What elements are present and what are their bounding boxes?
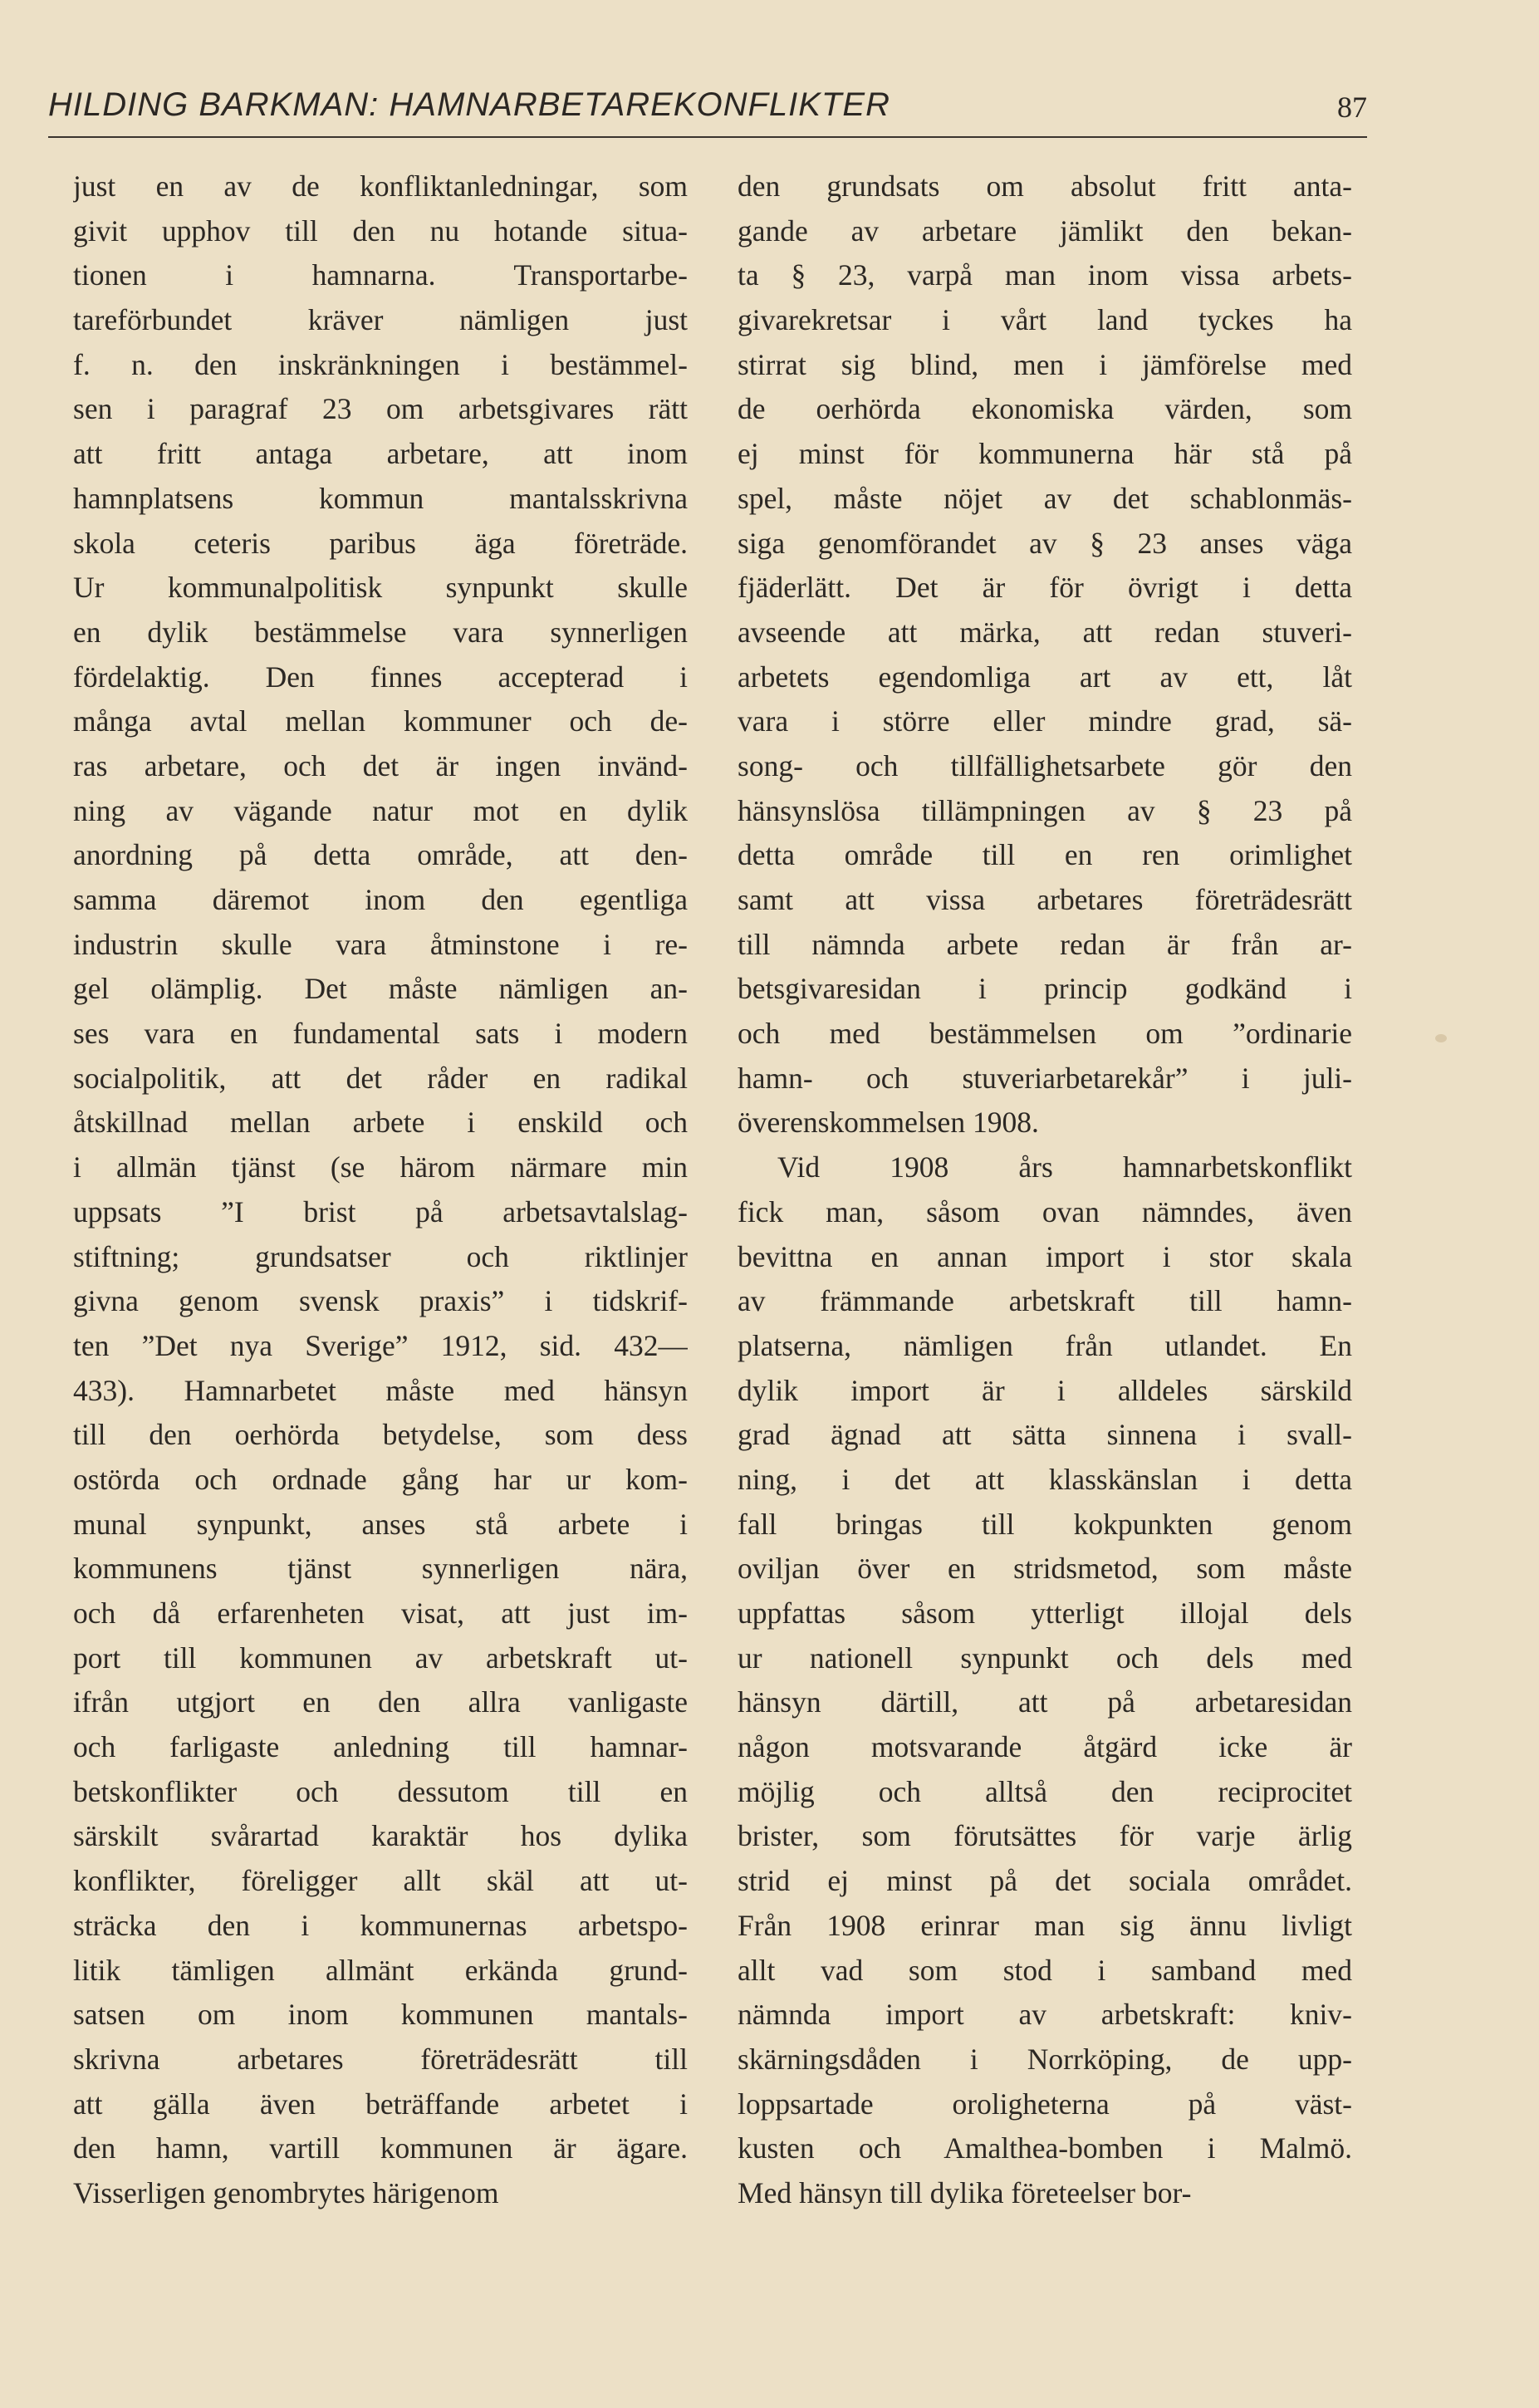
text-line: port till kommunen av arbetskraft ut- xyxy=(73,1640,688,1675)
text-line: betsgivaresidan i princip godkänd i xyxy=(738,972,1352,1006)
text-line: till den oerhörda betydelse, som dess xyxy=(73,1418,688,1452)
text-line: brister, som förutsättes för varje ärlig xyxy=(738,1819,1352,1853)
text-line: 433). Hamnarbetet måste med hänsyn xyxy=(73,1373,688,1407)
text-line: f. n. den inskränkningen i bestämmel- xyxy=(73,347,688,381)
text-line: kusten och Amalthea-bomben i Malmö. xyxy=(738,2131,1352,2165)
text-line: loppsartade oroligheterna på väst- xyxy=(738,2087,1352,2121)
text-line: spel, måste nöjet av det schablonmäs- xyxy=(738,481,1352,515)
text-line: hänsyn därtill, att på arbetaresidan xyxy=(738,1685,1352,1719)
text-line: åtskillnad mellan arbete i enskild och xyxy=(73,1106,688,1140)
page-header xyxy=(48,83,1367,138)
text-line: ses vara en fundamental sats i modern xyxy=(73,1017,688,1051)
text-line: till nämnda arbete redan är från ar- xyxy=(738,927,1352,961)
text-line: gel olämplig. Det måste nämligen an- xyxy=(73,972,688,1006)
text-line: sträcka den i kommunernas arbetspo- xyxy=(73,1908,688,1942)
text-line: nämnda import av arbetskraft: kniv- xyxy=(738,1998,1352,2032)
text-line: hänsynslösa tillämpningen av § 23 på xyxy=(738,793,1352,827)
text-line: arbetets egendomliga art av ett, låt xyxy=(738,660,1352,694)
text-line: ostörda och ordnade gång har ur kom- xyxy=(73,1462,688,1496)
text-line: ning, i det att klasskänslan i detta xyxy=(738,1462,1352,1496)
text-line: oviljan över en stridsmetod, som måste xyxy=(738,1552,1352,1586)
text-line: Med hänsyn till dylika företeelser bor- xyxy=(738,2175,1192,2209)
text-line: satsen om inom kommunen mantals- xyxy=(73,1998,688,2032)
text-line: dylik import är i alldeles särskild xyxy=(738,1373,1352,1407)
text-line: Från 1908 erinrar man sig ännu livligt xyxy=(738,1908,1352,1942)
text-line: de oerhörda ekonomiska värden, som xyxy=(738,392,1352,426)
text-line: grad ägnad att sätta sinnena i svall- xyxy=(738,1418,1352,1452)
text-line: skrivna arbetares företrädesrätt till xyxy=(73,2042,688,2076)
text-line: ras arbetare, och det är ingen invänd- xyxy=(73,748,688,782)
text-line: givit upphov till den nu hotande situa- xyxy=(73,213,688,248)
text-line: att gälla även beträffande arbetet i xyxy=(73,2087,688,2121)
text-line: kommunens tjänst synnerligen nära, xyxy=(73,1552,688,1586)
text-line: betskonflikter och dessutom till en xyxy=(73,1774,688,1808)
text-line: samma däremot inom den egentliga xyxy=(73,883,688,916)
text-line: socialpolitik, att det råder en radikal xyxy=(73,1061,688,1095)
text-line: och farligaste anledning till hamnar- xyxy=(73,1730,688,1764)
text-line: särskilt svårartad karaktär hos dylika xyxy=(73,1819,688,1853)
text-line: strid ej minst på det sociala området. xyxy=(738,1864,1352,1898)
text-line: hamn- och stuveriarbetarekår” i juli- xyxy=(738,1061,1352,1095)
text-line: ten ”Det nya Sverige” 1912, sid. 432— xyxy=(73,1328,688,1362)
text-line: industrin skulle vara åtminstone i re- xyxy=(73,927,688,961)
text-line: siga genomförandet av § 23 anses väga xyxy=(738,526,1352,560)
text-line: av främmande arbetskraft till hamn- xyxy=(738,1284,1352,1318)
text-line: konflikter, föreligger allt skäl att ut- xyxy=(73,1864,688,1898)
text-line: och då erfarenheten visat, att just im- xyxy=(73,1596,688,1630)
text-line: just en av de konfliktanledningar, som xyxy=(73,169,688,203)
text-line: ej minst för kommunerna här stå på xyxy=(738,437,1352,471)
page-number: 87 xyxy=(1337,91,1367,124)
text-line: i allmän tjänst (se härom närmare min xyxy=(73,1150,688,1184)
text-line: givna genom svensk praxis” i tidskrif- xyxy=(73,1284,688,1318)
text-line: detta område till en ren orimlighet xyxy=(738,838,1352,872)
text-line: avseende att märka, att redan stuveri- xyxy=(738,615,1352,649)
text-line: vara i större eller mindre grad, sä- xyxy=(738,704,1352,738)
text-line: skola ceteris paribus äga företräde. xyxy=(73,526,688,560)
text-line: samt att vissa arbetares företrädesrätt xyxy=(738,883,1352,916)
text-line: ning av vägande natur mot en dylik xyxy=(73,793,688,827)
text-line: en dylik bestämmelse vara synnerligen xyxy=(73,615,688,649)
text-line: den hamn, vartill kommunen är ägare. xyxy=(73,2131,688,2165)
text-line: fick man, såsom ovan nämndes, även xyxy=(738,1194,1352,1229)
text-line: allt vad som stod i samband med xyxy=(738,1953,1352,1987)
text-line: den grundsats om absolut fritt anta- xyxy=(738,169,1352,203)
text-line: många avtal mellan kommuner och de- xyxy=(73,704,688,738)
text-line: uppsats ”I brist på arbetsavtalslag- xyxy=(73,1194,688,1229)
text-line: överenskommelsen 1908. xyxy=(738,1106,1039,1140)
text-line: stiftning; grundsatser och riktlinjer xyxy=(73,1239,688,1273)
text-line: song- och tillfällighetsarbete gör den xyxy=(738,748,1352,782)
text-line: fördelaktig. Den finnes accepterad i xyxy=(73,660,688,694)
text-line: Vid 1908 års hamnarbetskonflikt xyxy=(777,1150,1352,1184)
left-column xyxy=(73,164,688,2216)
running-title: HILDING BARKMAN: HAMNARBETAREKONFLIKTER xyxy=(48,86,890,123)
text-line: ta § 23, varpå man inom vissa arbets- xyxy=(738,258,1352,292)
text-line: tionen i hamnarna. Transportarbe- xyxy=(73,258,688,292)
text-line: uppfattas såsom ytterligt illojal dels xyxy=(738,1596,1352,1630)
text-line: gande av arbetare jämlikt den bekan- xyxy=(738,213,1352,248)
paper-smudge xyxy=(1435,1034,1447,1042)
text-line: bevittna en annan import i stor skala xyxy=(738,1239,1352,1273)
text-line: litik tämligen allmänt erkända grund- xyxy=(73,1953,688,1987)
text-line: skärningsdåden i Norrköping, de upp- xyxy=(738,2042,1352,2076)
text-line: ifrån utgjort en den allra vanligaste xyxy=(73,1685,688,1719)
text-line: någon motsvarande åtgärd icke är xyxy=(738,1730,1352,1764)
text-line: hamnplatsens kommun mantalsskrivna xyxy=(73,481,688,515)
text-line: fall bringas till kokpunkten genom xyxy=(738,1507,1352,1541)
text-line: Ur kommunalpolitisk synpunkt skulle xyxy=(73,571,688,605)
text-line: och med bestämmelsen om ”ordinarie xyxy=(738,1017,1352,1051)
text-line: tareförbundet kräver nämligen just xyxy=(73,303,688,337)
text-line: ur nationell synpunkt och dels med xyxy=(738,1640,1352,1675)
text-line: möjlig och alltså den reciprocitet xyxy=(738,1774,1352,1808)
text-line: platserna, nämligen från utlandet. En xyxy=(738,1328,1352,1362)
text-line: sen i paragraf 23 om arbetsgivares rätt xyxy=(73,392,688,426)
text-line: fjäderlätt. Det är för övrigt i detta xyxy=(738,571,1352,605)
text-line: anordning på detta område, att den- xyxy=(73,838,688,872)
text-line: munal synpunkt, anses stå arbete i xyxy=(73,1507,688,1541)
right-column xyxy=(738,164,1352,2216)
text-line: att fritt antaga arbetare, att inom xyxy=(73,437,688,471)
text-line: Visserligen genombrytes härigenom xyxy=(73,2175,499,2209)
text-line: givarekretsar i vårt land tyckes ha xyxy=(738,303,1352,337)
text-line: stirrat sig blind, men i jämförelse med xyxy=(738,347,1352,381)
